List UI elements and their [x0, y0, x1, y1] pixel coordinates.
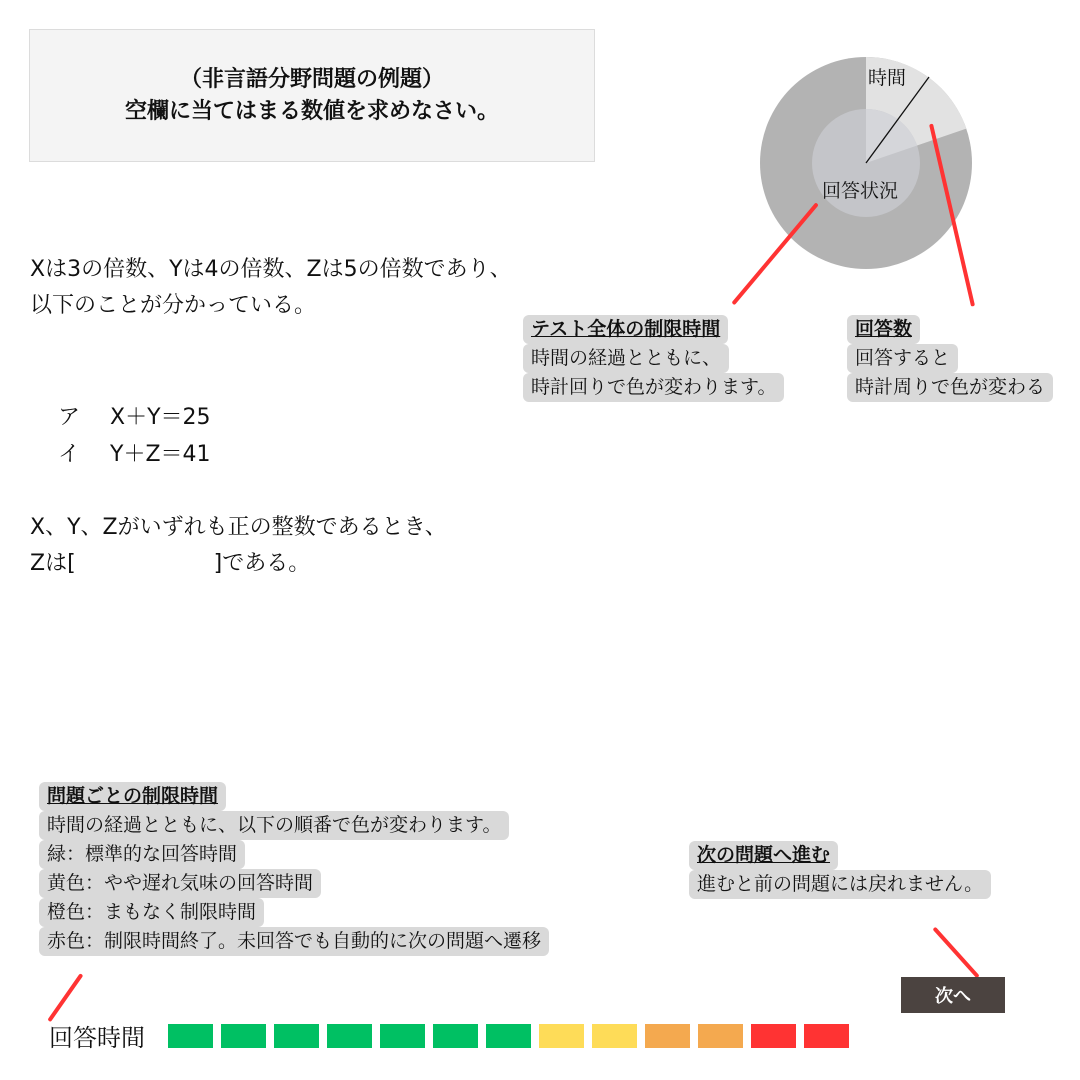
condition-expr: Y＋Z＝41 — [110, 442, 211, 467]
timer-block-red — [804, 1024, 849, 1048]
timer-block-yellow — [592, 1024, 637, 1048]
pointer-line-timer — [47, 973, 83, 1022]
callout-heading: 問題ごとの制限時間 — [39, 782, 226, 811]
timer-block-green — [274, 1024, 319, 1048]
pie-inner-label: 回答状況 — [822, 180, 899, 202]
callout-line-green: 緑：標準的な回答時間 — [39, 840, 245, 869]
timer-block-red — [751, 1024, 796, 1048]
condition-list — [58, 399, 211, 473]
timer-block-orange — [698, 1024, 743, 1048]
pointer-line-next — [933, 927, 980, 979]
callout-line: 時間の経過とともに、以下の順番で色が変わります。 — [39, 811, 509, 840]
question-intro — [30, 252, 512, 324]
answer-time-bar — [168, 1024, 849, 1048]
condition-key: イ — [58, 442, 81, 467]
ask-line-2 — [30, 546, 447, 582]
callout-line: 回答すると — [847, 344, 958, 373]
callout-line-orange: 橙色：まもなく制限時間 — [39, 898, 264, 927]
timer-block-yellow — [539, 1024, 584, 1048]
timer-block-green — [327, 1024, 372, 1048]
callout-line: 時計回りで色が変わります。 — [523, 373, 784, 402]
callout-line-red: 赤色：制限時間終了。未回答でも自動的に次の問題へ遷移 — [39, 927, 549, 956]
ask-line-1: X、Y、Zがいずれも正の整数であるとき、 — [30, 515, 447, 540]
condition-i — [58, 436, 211, 473]
timer-block-green — [486, 1024, 531, 1048]
callout-total-time — [523, 315, 784, 402]
pie-outer-label: 時間 — [868, 67, 907, 89]
question-ask — [30, 510, 447, 582]
callout-next-question — [689, 841, 991, 899]
callout-per-question-time — [39, 782, 549, 956]
answer-time-label: 回答時間 — [49, 1024, 145, 1052]
callout-line: 時計周りで色が変わる — [847, 373, 1053, 402]
callout-heading: 回答数 — [847, 315, 920, 344]
callout-heading: テスト全体の制限時間 — [523, 315, 728, 344]
callout-line: 時間の経過とともに、 — [523, 344, 729, 373]
callout-line-yellow: 黄色：やや遅れ気味の回答時間 — [39, 869, 321, 898]
next-button[interactable]: 次へ — [901, 977, 1005, 1013]
intro-line-2: 以下のことが分かっている。 — [30, 293, 317, 318]
timer-block-green — [433, 1024, 478, 1048]
question-title-box — [29, 29, 595, 162]
intro-line-1: Xは3の倍数、Yは4の倍数、Zは5の倍数であり、 — [30, 257, 512, 282]
title-line-1: （非言語分野問題の例題） — [179, 66, 444, 92]
timer-block-green — [168, 1024, 213, 1048]
ask-suffix: ]である。 — [213, 551, 311, 576]
condition-expr: X＋Y＝25 — [110, 405, 211, 430]
condition-key: ア — [58, 405, 81, 430]
callout-line: 進むと前の問題には戻れません。 — [689, 870, 991, 899]
timer-block-green — [380, 1024, 425, 1048]
condition-a — [58, 399, 211, 436]
timer-block-green — [221, 1024, 266, 1048]
title-line-2: 空欄に当てはまる数値を求めなさい。 — [124, 98, 499, 124]
callout-heading: 次の問題へ進む — [689, 841, 838, 870]
callout-answer-count — [847, 315, 1053, 402]
ask-prefix: Zは[ — [30, 551, 76, 576]
timer-block-orange — [645, 1024, 690, 1048]
